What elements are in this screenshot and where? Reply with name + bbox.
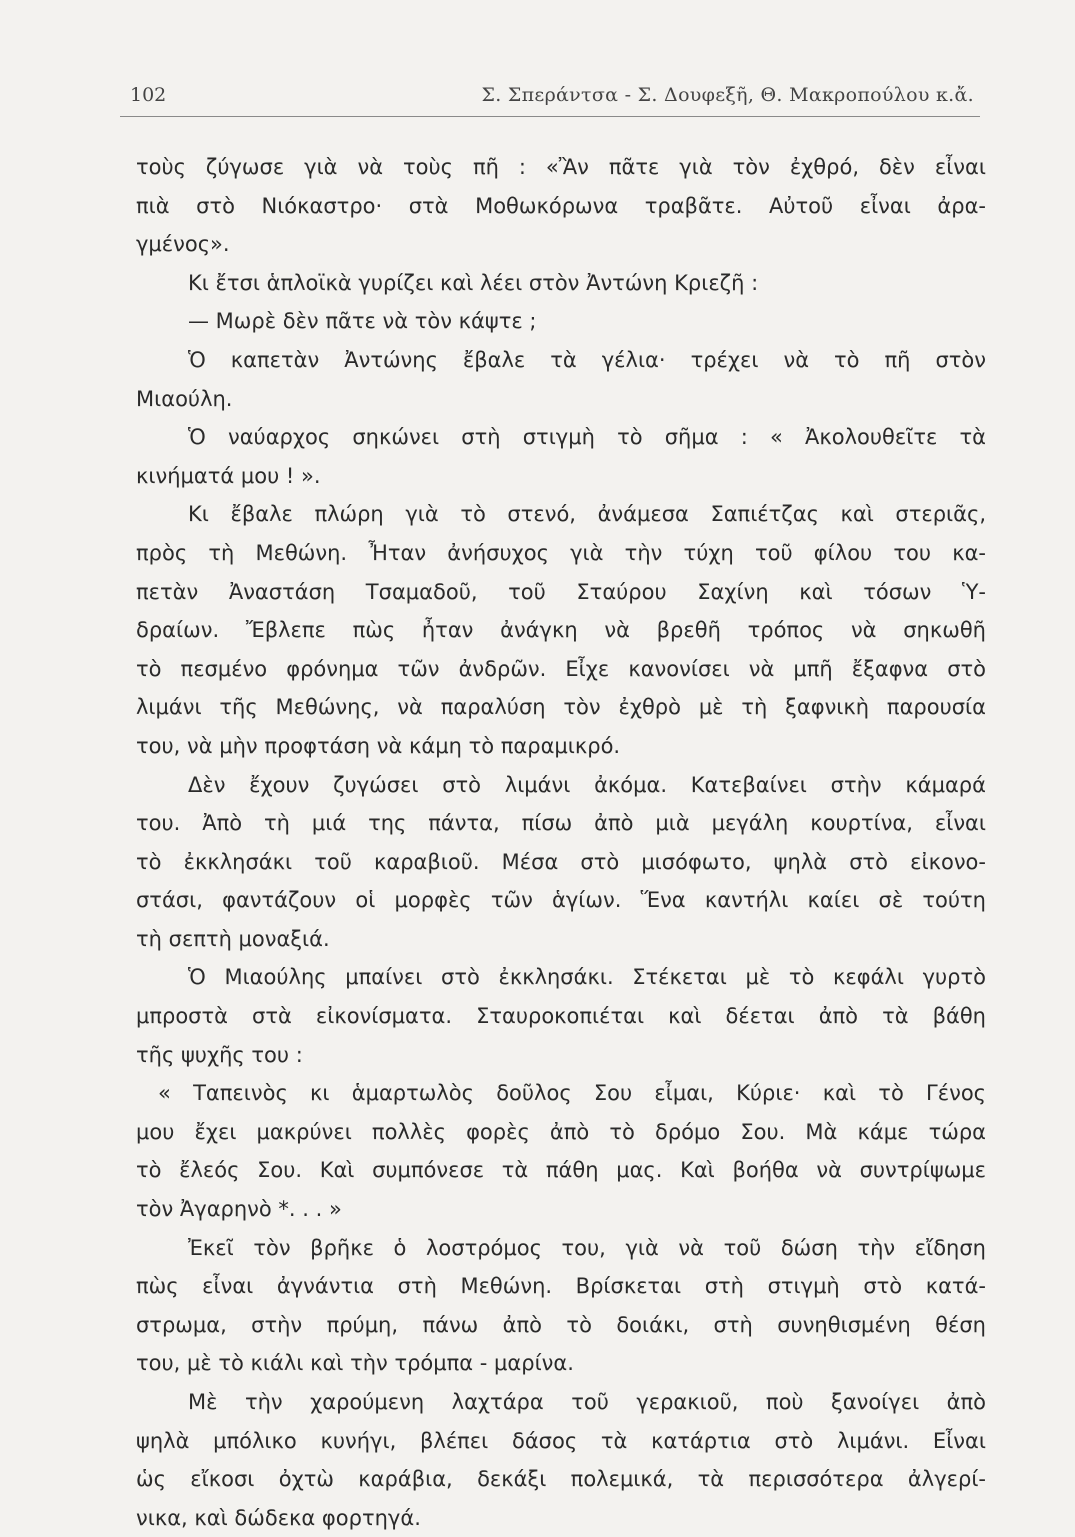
- text-line: νικα, καὶ δώδεκα φορτηγά.: [136, 1505, 421, 1530]
- text-line: Ὁ ναύαρχος σηκώνει στὴ στιγμὴ τὸ σῆμα : « Ἀκολουθεῖτε τὰ: [188, 425, 986, 450]
- text-line: πὼς εἶναι ἀγνάντια στὴ Μεθώνη. Βρίσκεται στὴ στιγμὴ στὸ κατά-: [136, 1274, 986, 1299]
- text-line: Μιαούλη.: [136, 386, 233, 411]
- page-number: 102: [130, 84, 167, 106]
- text-line: πιὰ στὸ Νιόκαστρο· στὰ Μοθωκόρωνα τραβᾶτε. Αὐτοῦ εἶναι ἀρα-: [136, 193, 986, 218]
- text-line: ὡς εἴκοσι ὀχτὼ καράβια, δεκάξι πολεμικά, τὰ περισσότερα ἀλγερί-: [136, 1467, 986, 1492]
- text-line: τῆς ψυχῆς του :: [136, 1042, 303, 1067]
- text-line: τοὺς ζύγωσε γιὰ νὰ τοὺς πῆ : «Ἂν πᾶτε γιὰ τὸν ἐχθρό, δὲν εἶναι: [136, 155, 986, 179]
- text-line: γμένος».: [136, 232, 230, 257]
- text-line: Ὁ Μιαούλης μπαίνει στὸ ἐκκλησάκι. Στέκεται μὲ τὸ κεφάλι γυρτὸ: [188, 965, 986, 990]
- text-line: μου ἔχει μακρύνει πολλὲς φορὲς ἀπὸ τὸ δρόμο Σου. Μὰ κάμε τώρα: [136, 1119, 986, 1144]
- body-text: [136, 148, 986, 1537]
- text-line: Κι ἔβαλε πλώρη γιὰ τὸ στενό, ἀνάμεσα Σαπιέτζας καὶ στεριᾶς,: [188, 502, 986, 527]
- text-line: τὸ ἔλεός Σου. Καὶ συμπόνεσε τὰ πάθη μας. Καὶ βοήθα νὰ συντρίψωμε: [136, 1158, 986, 1183]
- text-line: μπροστὰ στὰ εἰκονίσματα. Σταυροκοπιέται καὶ δέεται ἀπὸ τὰ βάθη: [136, 1004, 986, 1029]
- text-line: κινήματά μου ! ».: [136, 463, 321, 488]
- running-head: Σ. Σπεράντσα - Σ. Δουφεξῆ, Θ. Μακροπούλου κ.ἄ.: [481, 84, 974, 106]
- text-line: δραίων. Ἔβλεπε πὼς ἦταν ἀνάγκη νὰ βρεθῆ τρόπος νὰ σηκωθῆ: [136, 618, 986, 643]
- text-line: πρὸς τὴ Μεθώνη. Ἦταν ἀνήσυχος γιὰ τὴν τύχη τοῦ φίλου του κα-: [136, 540, 986, 565]
- text-line: του. Ἀπὸ τὴ μιά της πάντα, πίσω ἀπὸ μιὰ μεγάλη κουρτίνα, εἶναι: [136, 811, 986, 836]
- text-line: του, νὰ μὴν προφτάση νὰ κάμη τὸ παραμικρό.: [136, 733, 621, 758]
- text-line: στάσι, φαντάζουν οἱ μορφὲς τῶν ἁγίων. Ἕνα καντήλι καίει σὲ τούτη: [136, 888, 986, 913]
- text-line: Μὲ τὴν χαρούμενη λαχτάρα τοῦ γερακιοῦ, ποὺ ξανοίγει ἀπὸ: [188, 1390, 986, 1414]
- text-line: τὴ σεπτὴ μοναξιά.: [136, 926, 330, 951]
- text-line: τὸ πεσμένο φρόνημα τῶν ἀνδρῶν. Εἶχε κανονίσει νὰ μπῆ ἔξαφνα στὸ: [136, 656, 986, 681]
- page-header: [120, 80, 980, 117]
- text-line: Κι ἔτσι ἁπλοϊκὰ γυρίζει καὶ λέει στὸν Ἀντώνη Κριεζῆ :: [188, 270, 759, 295]
- text-line: Ὁ καπετὰν Ἀντώνης ἔβαλε τὰ γέλια· τρέχει νὰ τὸ πῆ στὸν: [188, 347, 986, 372]
- text-line: στρωμα, στὴν πρύμη, πάνω ἀπὸ τὸ δοιάκι, στὴ συνηθισμένη θέση: [136, 1312, 986, 1337]
- text-line: λιμάνι τῆς Μεθώνης, νὰ παραλύση τὸν ἐχθρὸ μὲ τὴ ξαφνικὴ παρουσία: [136, 695, 986, 720]
- text-line: Ἐκεῖ τὸν βρῆκε ὁ λοστρόμος του, γιὰ νὰ τοῦ δώση τὴν εἴδηση: [188, 1235, 986, 1260]
- text-line: — Μωρὲ δὲν πᾶτε νὰ τὸν κάψτε ;: [188, 309, 537, 334]
- text-line: του, μὲ τὸ κιάλι καὶ τὴν τρόμπα - μαρίνα.: [136, 1351, 574, 1376]
- text-line: « Ταπεινὸς κι ἁμαρτωλὸς δοῦλος Σου εἶμαι, Κύριε· καὶ τὸ Γένος: [158, 1081, 986, 1106]
- text-line: ψηλὰ μπόλικο κυνήγι, βλέπει δάσος τὰ κατάρτια στὸ λιμάνι. Εἶναι: [136, 1428, 986, 1453]
- text-line: τὸ ἐκκλησάκι τοῦ καραβιοῦ. Μέσα στὸ μισόφωτο, ψηλὰ στὸ εἰκονο-: [136, 849, 986, 874]
- text-line: τὸν Ἀγαρηνὸ *. . . »: [136, 1197, 342, 1222]
- text-line: πετὰν Ἀναστάση Τσαμαδοῦ, τοῦ Σταύρου Σαχίνη καὶ τόσων Ὑ-: [136, 579, 986, 604]
- text-line: Δὲν ἔχουν ζυγώσει στὸ λιμάνι ἀκόμα. Κατεβαίνει στὴν κάμαρά: [188, 772, 986, 797]
